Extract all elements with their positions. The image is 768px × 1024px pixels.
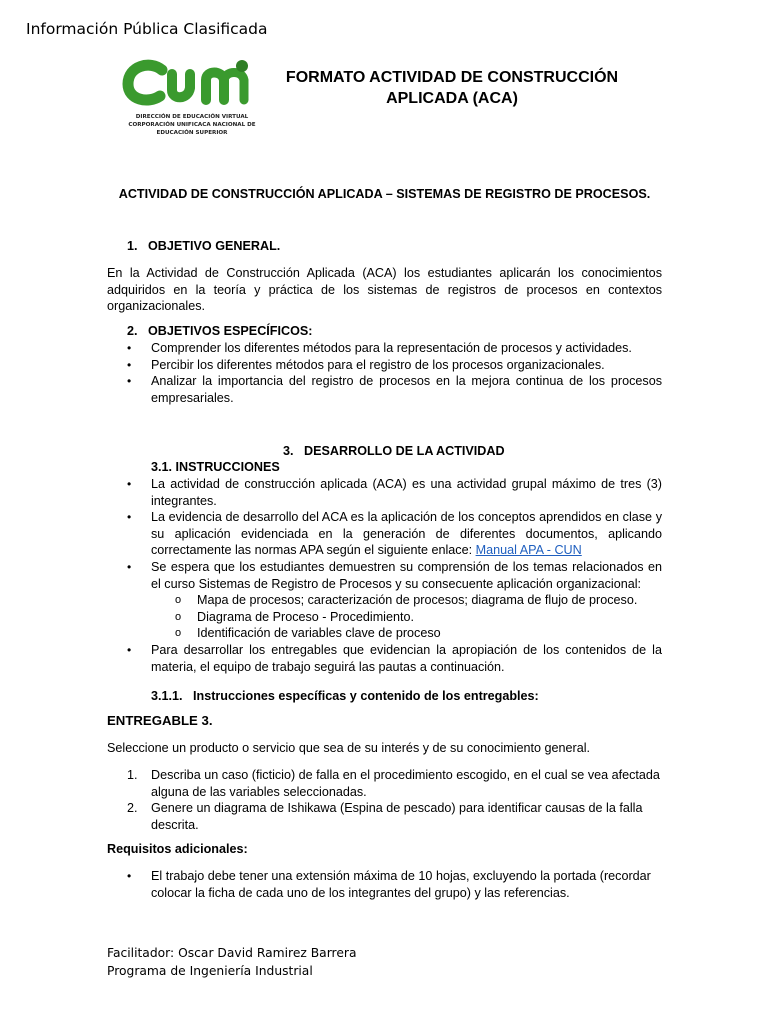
list-item-text: Se espera que los estudiantes demuestren su comprensión de los temas relacionados en el curso Sistemas de Registro de Procesos y su consecuente aplicación organizacional: bbox=[151, 559, 662, 591]
requirements-list bbox=[107, 868, 662, 901]
list-item bbox=[107, 559, 662, 642]
logo-caption-line: EDUCACIÓN SUPERIOR bbox=[156, 130, 228, 136]
activity-heading: ACTIVIDAD DE CONSTRUCCIÓN APLICADA – SISTEMAS DE REGISTRO DE PROCESOS. bbox=[118, 187, 651, 201]
list-item bbox=[107, 509, 662, 559]
instructions-heading: 3.1. INSTRUCCIONES bbox=[151, 460, 280, 474]
sublist-item: o Identificación de variables clave de proceso bbox=[151, 625, 662, 642]
specific-objectives-list bbox=[107, 340, 662, 406]
footer-program: Programa de Ingeniería Industrial bbox=[107, 964, 313, 978]
section-title: DESARROLLO DE LA ACTIVIDAD bbox=[304, 444, 505, 458]
section3-heading bbox=[283, 443, 505, 460]
list-item-text: Describa un caso (ficticio) de falla en el procedimiento escogido, en el cual se vea afectada alguna de las variables seleccionadas. bbox=[151, 768, 660, 799]
list-item: • Comprender los diferentes métodos para la representación de procesos y actividades. bbox=[107, 340, 662, 357]
instructions-list bbox=[107, 476, 662, 675]
requirements-heading: Requisitos adicionales: bbox=[107, 842, 248, 856]
document-footer bbox=[107, 944, 357, 980]
section-title: OBJETIVOS ESPECÍFICOS: bbox=[148, 324, 313, 338]
cun-logo bbox=[122, 56, 262, 142]
list-item-text: La evidencia de desarrollo del ACA es la aplicación de los conceptos aprendidos en clase y su aplicación evidenciada en la generación de diferentes documentos, aplicando correctamente las normas APA según el siguiente enlace: bbox=[151, 510, 662, 558]
apa-manual-link[interactable]: Manual APA - CUN bbox=[475, 543, 582, 558]
section1-text: En la Actividad de Construcción Aplicada (ACA) los estudiantes aplicarán los conocimientos adquiridos en la teoría y práctica de los sistemas de registros de procesos en contextos organizacionales. bbox=[107, 266, 662, 314]
section-title: Instrucciones específicas y contenido de los entregables: bbox=[193, 689, 539, 703]
list-item bbox=[107, 767, 662, 800]
section-number: 3.1.1. bbox=[151, 689, 183, 703]
deliverable-intro: Seleccione un producto o servicio que sea de su interés y de su conocimiento general. bbox=[107, 741, 591, 755]
specific-instructions-heading bbox=[151, 688, 539, 705]
list-item: • Analizar la importancia del registro de procesos en la mejora continua de los procesos empresariales. bbox=[107, 373, 662, 406]
section-number: 3. bbox=[283, 444, 294, 458]
list-number: 1. bbox=[127, 768, 138, 782]
topics-sublist bbox=[151, 592, 662, 642]
section-number: 1. bbox=[127, 239, 138, 253]
logo-caption-line: CORPORACIÓN UNIFICACA NACIONAL DE bbox=[128, 122, 256, 128]
header-note: Información Pública Clasificada bbox=[26, 20, 268, 38]
section2-heading bbox=[127, 323, 312, 340]
section1-heading bbox=[127, 238, 280, 255]
list-number: 2. bbox=[127, 801, 138, 816]
sublist-item: o Mapa de procesos; caracterización de procesos; diagrama de flujo de proceso. bbox=[151, 592, 662, 609]
logo-caption bbox=[122, 113, 262, 137]
list-item: • El trabajo debe tener una extensión máxima de 10 hojas, excluyendo la portada (recordar colocar la ficha de cada uno de los integrantes del grupo) y las referencias. bbox=[107, 868, 662, 901]
list-item-text: Genere un diagrama de Ishikawa (Espina de pescado) para identificar causas de la falla descrita. bbox=[151, 801, 643, 832]
list-item: • Para desarrollar los entregables que evidencian la apropiación de los contenidos de la materia, el equipo de trabajo seguirá las pautas a continuación. bbox=[107, 642, 662, 675]
deliverable-steps bbox=[107, 767, 662, 833]
sublist-item: o Diagrama de Proceso - Procedimiento. bbox=[151, 609, 662, 626]
logo-caption-line: DIRECCIÓN DE EDUCACIÓN VIRTUAL bbox=[135, 114, 249, 120]
deliverable-heading: ENTREGABLE 3. bbox=[107, 713, 213, 728]
footer-facilitator: Facilitador: Oscar David Ramirez Barrera bbox=[107, 946, 357, 960]
document-title-line: FORMATO ACTIVIDAD DE CONSTRUCCIÓN bbox=[285, 69, 619, 86]
list-item bbox=[107, 800, 662, 833]
section-title: OBJETIVO GENERAL. bbox=[148, 239, 281, 253]
section-number: 2. bbox=[127, 324, 138, 338]
list-item: • La actividad de construcción aplicada (ACA) es una actividad grupal máximo de tres (3) integrantes. bbox=[107, 476, 662, 509]
document-title bbox=[270, 67, 634, 109]
document-title-line: APLICADA (ACA) bbox=[386, 90, 518, 107]
cun-logo-icon bbox=[122, 56, 262, 112]
list-item: • Percibir los diferentes métodos para el registro de los procesos organizacionales. bbox=[107, 357, 662, 374]
